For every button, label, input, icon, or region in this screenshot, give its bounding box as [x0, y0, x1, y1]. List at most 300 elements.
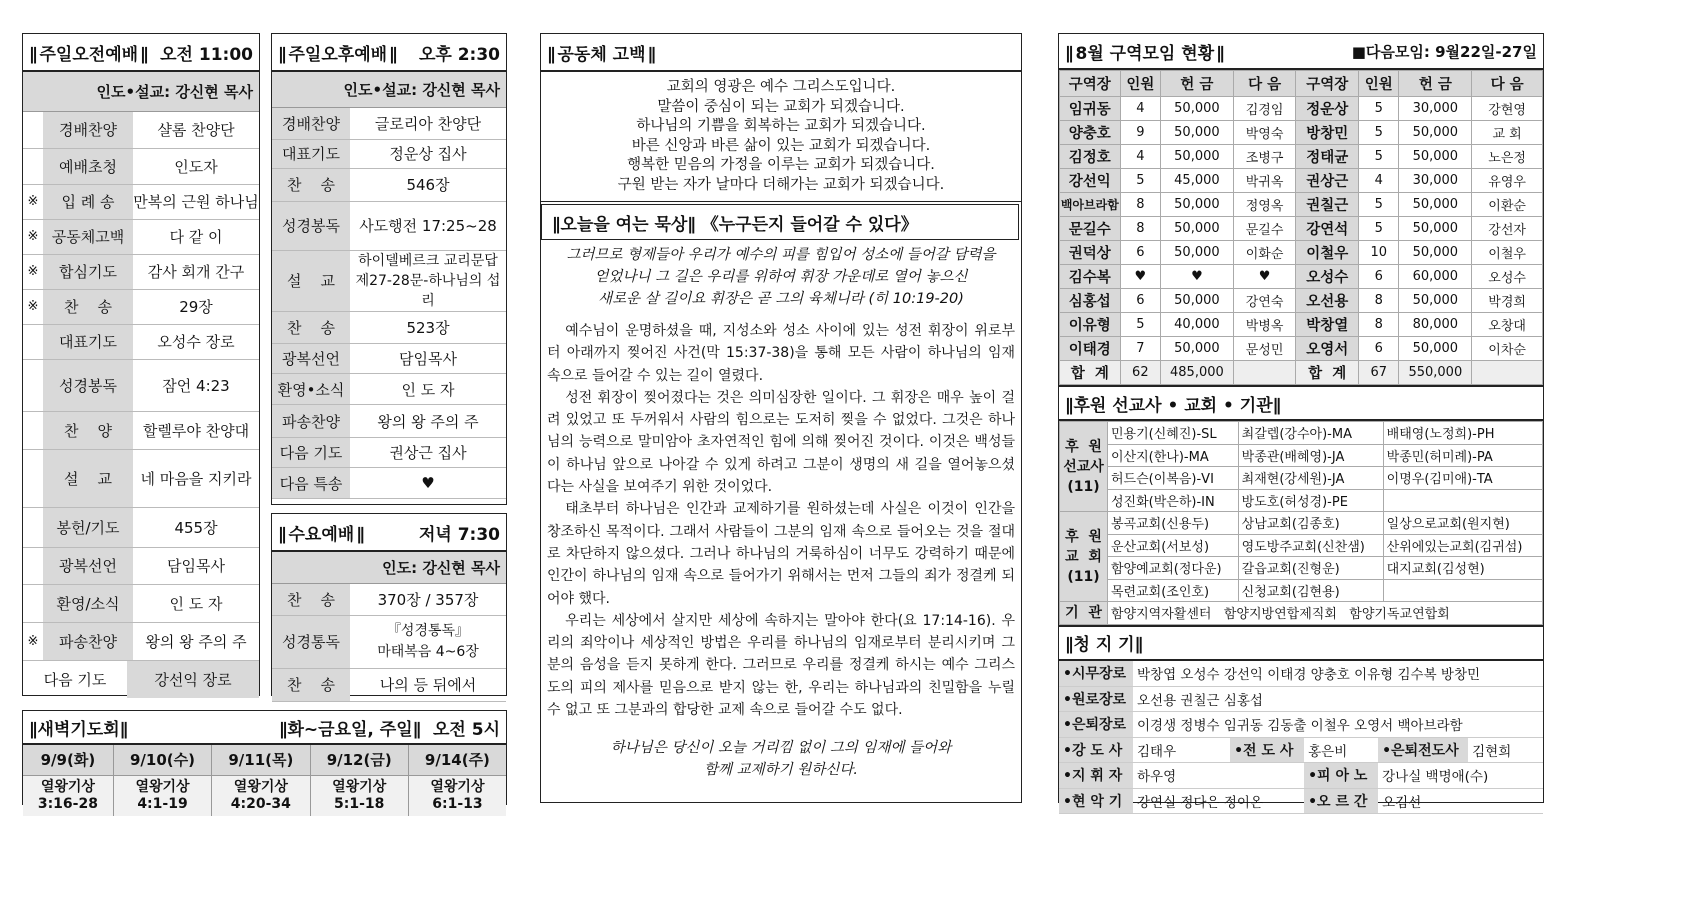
row-label: 찬 송 — [272, 312, 350, 344]
church-entry: 봉곡교회(신용두) — [1108, 512, 1239, 535]
row-value: 인도자 — [133, 148, 259, 184]
row-value-line: 글로리아 찬양단 — [374, 114, 482, 133]
morning-order-table — [23, 112, 259, 661]
morning-order-row — [23, 112, 259, 148]
row-value: 담임목사 — [133, 547, 259, 584]
row-label: 찬 양 — [43, 411, 133, 449]
dawn-ref: 4:1-19 — [137, 795, 188, 812]
row-value — [350, 405, 506, 438]
group-cell: 8 — [1359, 313, 1399, 337]
group-cell: 4 — [1120, 97, 1160, 121]
groups-total-cell: 62 — [1120, 361, 1160, 385]
missionary-row — [1060, 467, 1543, 490]
row-mark — [23, 411, 43, 449]
row-label: 경배찬양 — [43, 112, 133, 148]
dawn-ref: 6:1-13 — [432, 795, 483, 812]
church-entry: 대지교회(김성현) — [1383, 557, 1542, 580]
group-cell: 6 — [1359, 337, 1399, 361]
church-category — [1060, 512, 1108, 602]
church-row — [1060, 579, 1543, 602]
row-value-line: 370장 / 357장 — [377, 590, 479, 609]
confession-line: 교회의 영광은 예수 그리스도입니다. — [666, 79, 896, 95]
group-cell: 강현영 — [1472, 97, 1543, 121]
row-label: 설 교 — [43, 449, 133, 507]
row-value-line: ♥ — [421, 474, 435, 493]
morning-order-row — [23, 547, 259, 584]
morning-next-prayer — [23, 661, 259, 698]
morning-service-time: 오전 11:00 — [160, 44, 253, 65]
steward-role: •은퇴장로 — [1059, 712, 1133, 738]
morning-service-box — [22, 33, 260, 696]
row-mark — [23, 324, 43, 359]
dawn-ref: 4:20-34 — [230, 795, 291, 812]
groups-total-cell: 합 계 — [1060, 361, 1121, 385]
missionary-entry: 박종관(배혜영)-JA — [1238, 444, 1383, 467]
groups-total-cell — [1233, 361, 1296, 385]
meditation-title: ∥오늘을 여는 묵상∥ — [552, 214, 702, 235]
group-cell: 50,000 — [1161, 145, 1234, 169]
church-row — [1060, 534, 1543, 557]
afternoon-order-row — [272, 405, 506, 438]
groups-row — [1060, 121, 1543, 145]
steward-row — [1059, 661, 1543, 687]
staff-role: •현 악 기 — [1059, 788, 1133, 814]
missionary-entry: 민용기(신혜진)-SL — [1108, 422, 1239, 445]
church-entry: 함양예교회(정다운) — [1108, 557, 1239, 580]
group-cell: 50,000 — [1161, 289, 1234, 313]
steward-role: •원로장로 — [1059, 686, 1133, 712]
wednesday-order-row — [272, 615, 506, 668]
row-label: 찬 송 — [272, 668, 350, 701]
groups-total-cell: 67 — [1359, 361, 1399, 385]
dawn-prayer-title-text: 새벽기도회 — [37, 719, 120, 740]
groups-total-cell: 550,000 — [1399, 361, 1472, 385]
group-cell: 50,000 — [1399, 145, 1472, 169]
group-cell: 5 — [1359, 97, 1399, 121]
row-label: 예배초청 — [43, 148, 133, 184]
row-mark — [23, 449, 43, 507]
row-value — [350, 668, 506, 701]
groups-col-header: 인원 — [1120, 71, 1160, 97]
missionary-entry: 최재현(강세원)-JA — [1238, 467, 1383, 490]
groups-col-header: 구역장 — [1296, 71, 1359, 97]
morning-order-row — [23, 184, 259, 219]
sponsors-title: ∥후원 선교사 • 교회 • 기관∥ — [1065, 395, 1282, 416]
afternoon-service-box — [271, 33, 507, 505]
meditation-paragraph: 예수님이 운명하셨을 때, 지성소와 성소 사이에 있는 성전 휘장이 위로부터 아래까지 찢어진 사건(막 15:37-38)을 통해 모든 사람이 하나님의 임재 속으로 들어갈 수 있는 길이 열렸다. — [547, 323, 1015, 384]
dawn-book: 열왕기상 — [233, 778, 288, 795]
group-cell: 박영숙 — [1233, 121, 1296, 145]
row-value — [350, 468, 506, 499]
meditation-body — [541, 320, 1021, 721]
dawn-book: 열왕기상 — [135, 778, 190, 795]
group-leader: 방창민 — [1296, 121, 1359, 145]
stewards-table — [1059, 661, 1543, 815]
group-cell: 50,000 — [1161, 193, 1234, 217]
row-label: 파송찬양 — [272, 405, 350, 438]
dawn-prayer-box — [22, 710, 507, 812]
row-mark: ※ — [23, 184, 43, 219]
stewards-title: ∥청 지 기∥ — [1065, 635, 1144, 655]
group-leader: 백아브라함 — [1060, 193, 1121, 217]
row-value-line: 인 도 자 — [401, 380, 455, 399]
row-label: 성경봉독 — [43, 359, 133, 411]
group-cell: 50,000 — [1161, 121, 1234, 145]
church-category-line: 교 회 — [1065, 548, 1102, 565]
missionary-category-line: 후 원 — [1065, 438, 1102, 455]
dawn-prayer-schedule: ∥화~금요일, 주일∥ 오전 5시 — [278, 719, 500, 740]
confession-line: 바른 신앙과 바른 삶이 있는 교회가 되겠습니다. — [631, 137, 931, 154]
afternoon-order-row — [272, 250, 506, 312]
group-cell: 문성민 — [1233, 337, 1296, 361]
groups-header — [1059, 34, 1543, 70]
row-value-line: 하이델베르크 교리문답 — [358, 252, 498, 269]
row-label: 봉헌/기도 — [43, 507, 133, 547]
meditation-paragraph: 태초부터 하나님은 인간과 교제하기를 원하셨는데 사실은 이것이 인간을 창조하신 목적이다. 그래서 사람들이 그분의 임재 속으로 들어오는 것을 절대로 차단하지 않으셨다. 그러나 하나님의 거룩하심이 너무도 강력하기 때문에 인간이 하나님의 임재 속으로 들어가기 위해서는 먼저 그들의 죄가 정결케 되어야 했다. — [547, 501, 1015, 607]
dawn-book: 열왕기상 — [332, 778, 387, 795]
groups-col-header: 구역장 — [1060, 71, 1121, 97]
group-cell: 이화순 — [1233, 241, 1296, 265]
group-leader: 임귀동 — [1060, 97, 1121, 121]
staff-name: 김현희 — [1468, 737, 1543, 763]
afternoon-order-row — [272, 139, 506, 168]
church-entry: 운산교회(서보성) — [1108, 534, 1239, 557]
closing-line: 함께 교제하기 원하신다. — [704, 762, 858, 779]
church-entry: 산위에있는교회(김귀섬) — [1383, 534, 1542, 557]
staff-name: 오김선 — [1378, 788, 1543, 814]
morning-order-row — [23, 254, 259, 289]
groups-row — [1060, 217, 1543, 241]
group-cell: 노은정 — [1472, 145, 1543, 169]
row-label: 찬 송 — [43, 289, 133, 324]
row-label: 환영•소식 — [272, 374, 350, 405]
group-leader: 오성수 — [1296, 265, 1359, 289]
meditation-closing — [541, 737, 1021, 781]
church-row — [1060, 512, 1543, 535]
group-cell: 40,000 — [1161, 313, 1234, 337]
group-cell: 이철우 — [1472, 241, 1543, 265]
group-cell: 오성수 — [1472, 265, 1543, 289]
groups-total-row — [1060, 361, 1543, 385]
group-cell: 50,000 — [1161, 337, 1234, 361]
group-cell: 교 회 — [1472, 121, 1543, 145]
stewards-title-text: 청 지 기 — [1073, 635, 1135, 655]
groups-total-cell: 485,000 — [1161, 361, 1234, 385]
groups-col-header: 다 음 — [1233, 71, 1296, 97]
groups-row — [1060, 337, 1543, 361]
group-leader: 권칠근 — [1296, 193, 1359, 217]
group-cell: 50,000 — [1399, 121, 1472, 145]
group-leader: 강선익 — [1060, 169, 1121, 193]
row-value: 할렐루야 찬양대 — [133, 411, 259, 449]
row-mark: ※ — [23, 254, 43, 289]
missionary-entry: 성진화(박은하)-IN — [1108, 489, 1239, 512]
morning-order-row — [23, 449, 259, 507]
staff-row — [1059, 788, 1543, 814]
group-cell: 10 — [1359, 241, 1399, 265]
group-leader: 김수복 — [1060, 265, 1121, 289]
groups-header-row — [1060, 71, 1543, 97]
staff-row — [1059, 763, 1543, 789]
morning-order-row — [23, 289, 259, 324]
group-cell: 김경임 — [1233, 97, 1296, 121]
row-value-line: 546장 — [406, 176, 450, 194]
row-label: 합심기도 — [43, 254, 133, 289]
group-leader: 강연석 — [1296, 217, 1359, 241]
row-value-line: 마태복음 4~6장 — [377, 643, 479, 660]
group-cell: 50,000 — [1399, 217, 1472, 241]
confession-header — [541, 34, 1021, 72]
row-label: 다음 특송 — [272, 468, 350, 499]
morning-order-row — [23, 359, 259, 411]
org-category: 기 관 — [1060, 602, 1108, 625]
dawn-ref: 3:16-28 — [37, 795, 98, 812]
church-category-line: 후 원 — [1065, 528, 1102, 545]
row-value — [350, 201, 506, 250]
group-leader: 문길수 — [1060, 217, 1121, 241]
group-leader: 양충호 — [1060, 121, 1121, 145]
row-mark — [23, 547, 43, 584]
groups-col-header: 다 음 — [1472, 71, 1543, 97]
morning-order-row — [23, 219, 259, 254]
group-cell: 박병옥 — [1233, 313, 1296, 337]
morning-order-row — [23, 324, 259, 359]
groups-title: ∥ 8월 구역모임 현황 ∥ — [1065, 39, 1225, 64]
missionary-entry: 방도호(허성경)-PE — [1238, 489, 1383, 512]
morning-next-value: 강선익 장로 — [127, 661, 259, 698]
group-cell: 5 — [1120, 169, 1160, 193]
group-cell: 8 — [1359, 289, 1399, 313]
row-label: 찬 송 — [272, 168, 350, 201]
missionary-category-line: 선교사 — [1063, 458, 1104, 475]
group-cell: 50,000 — [1399, 241, 1472, 265]
group-leader: 이태경 — [1060, 337, 1121, 361]
row-value — [350, 139, 506, 168]
staff-role: •피 아 노 — [1304, 763, 1378, 789]
group-leader: 김정호 — [1060, 145, 1121, 169]
dawn-prayer-days: 화~금요일, 주일 — [287, 719, 413, 740]
org-row — [1060, 602, 1543, 625]
afternoon-order-row — [272, 438, 506, 468]
group-cell: 9 — [1120, 121, 1160, 145]
row-value — [350, 344, 506, 374]
row-label: 설 교 — [272, 250, 350, 312]
group-leader: 이철우 — [1296, 241, 1359, 265]
group-cell: 7 — [1120, 337, 1160, 361]
meditation-header — [541, 204, 1019, 240]
staff-role: •오 르 간 — [1304, 788, 1378, 814]
dawn-date: 9/9(화) — [23, 745, 113, 775]
afternoon-order-row — [272, 344, 506, 374]
wednesday-service-title: ∥ 수요예배 ∥ — [278, 520, 365, 545]
wednesday-service-box — [271, 513, 507, 696]
row-value-line: 523장 — [406, 319, 450, 338]
missionary-entry: 허드슨(이복음)-VI — [1108, 467, 1239, 490]
group-cell: 강연숙 — [1233, 289, 1296, 313]
group-leader: 권상근 — [1296, 169, 1359, 193]
missionary-row — [1060, 444, 1543, 467]
groups-row — [1060, 145, 1543, 169]
groups-row — [1060, 169, 1543, 193]
group-cell: 조병구 — [1233, 145, 1296, 169]
group-cell: 8 — [1120, 193, 1160, 217]
row-label: 입 례 송 — [43, 184, 133, 219]
group-cell: 박경희 — [1472, 289, 1543, 313]
staff-name: 강연실 정다은 정이온 — [1133, 788, 1304, 814]
confession-line: 구원 받는 자가 날마다 더해가는 교회가 되겠습니다. — [617, 176, 945, 193]
row-label: 성경통독 — [272, 615, 350, 668]
groups-table — [1059, 70, 1543, 385]
group-cell: 정영옥 — [1233, 193, 1296, 217]
dawn-reading — [212, 775, 310, 816]
group-leader: 오선용 — [1296, 289, 1359, 313]
morning-order-row — [23, 411, 259, 449]
org-list: 함양지역자활센터 함양지방연합제직회 함양기독교연합회 — [1108, 602, 1543, 625]
row-value — [350, 108, 506, 139]
group-cell: 30,000 — [1399, 169, 1472, 193]
groups-row — [1060, 241, 1543, 265]
row-value — [350, 584, 506, 615]
staff-name: 홍은비 — [1304, 737, 1378, 763]
church-entry — [1383, 579, 1542, 602]
row-value-line: 권상근 집사 — [389, 444, 467, 463]
group-leader: 이유형 — [1060, 313, 1121, 337]
steward-names: 이경생 정병수 임귀동 김동출 이철우 오영서 백아브라함 — [1133, 712, 1543, 738]
row-value — [350, 374, 506, 405]
steward-role: •시무장로 — [1059, 661, 1133, 687]
sponsors-table — [1059, 421, 1543, 625]
steward-names: 오선용 권칠근 심홍섭 — [1133, 686, 1543, 712]
row-value-line: 담임목사 — [399, 350, 457, 369]
church-entry: 영도방주교회(신찬샘) — [1238, 534, 1383, 557]
morning-next-label: 다음 기도 — [43, 670, 107, 689]
row-value-line: 정운상 집사 — [389, 145, 467, 163]
right-column — [1058, 33, 1544, 811]
sponsors-title-text: 후원 선교사 • 교회 • 기관 — [1073, 395, 1273, 416]
wednesday-order-row — [272, 668, 506, 701]
row-label: 대표기도 — [43, 324, 133, 359]
afternoon-service-leader: 인도•설교: 강신현 목사 — [272, 72, 506, 108]
row-mark: ※ — [23, 622, 43, 660]
afternoon-order-row — [272, 168, 506, 201]
group-cell: 박귀옥 — [1233, 169, 1296, 193]
groups-total-cell — [1472, 361, 1543, 385]
afternoon-order-row — [272, 468, 506, 499]
groups-row — [1060, 97, 1543, 121]
missionary-entry: 이명우(김미애)-TA — [1383, 467, 1542, 490]
row-mark: ※ — [23, 289, 43, 324]
meditation-subtitle: 《누구든지 들어갈 수 있다》 — [701, 214, 918, 235]
row-label: 찬 송 — [272, 584, 350, 615]
confession-line: 말씀이 중심이 되는 교회가 되겠습니다. — [657, 98, 905, 115]
morning-order-row — [23, 507, 259, 547]
group-cell: 50,000 — [1399, 337, 1472, 361]
confession-text — [541, 72, 1021, 202]
confession-title: ∥ 공동체 고백 ∥ — [547, 40, 656, 65]
group-leader: 박창열 — [1296, 313, 1359, 337]
group-cell: 6 — [1120, 289, 1160, 313]
dawn-reading — [113, 775, 211, 816]
afternoon-service-time: 오후 2:30 — [418, 44, 500, 65]
afternoon-order-table — [272, 108, 506, 499]
row-mark — [23, 507, 43, 547]
row-label: 공동체고백 — [43, 219, 133, 254]
steward-row — [1059, 712, 1543, 738]
meditation-title-text: 오늘을 여는 묵상 — [560, 214, 688, 235]
row-mark — [23, 359, 43, 411]
group-leader: 오영서 — [1296, 337, 1359, 361]
row-value-line: 『성경통독』 — [386, 623, 470, 640]
groups-row — [1060, 289, 1543, 313]
row-value-line: 나의 등 뒤에서 — [379, 676, 477, 694]
row-value: 잠언 4:23 — [133, 359, 259, 411]
row-value: 감사 회개 간구 — [133, 254, 259, 289]
groups-col-header: 인원 — [1359, 71, 1399, 97]
row-value-line: 제27-28문-하나님의 섭리 — [355, 272, 501, 310]
row-value: 455장 — [133, 507, 259, 547]
group-cell: ♥ — [1161, 265, 1234, 289]
dawn-reading-row — [23, 775, 506, 816]
afternoon-order-row — [272, 201, 506, 250]
morning-order-row — [23, 584, 259, 622]
steward-names: 박창엽 오성수 강선익 이태경 양충호 이유형 김수복 방창민 — [1133, 661, 1543, 687]
group-cell: ♥ — [1233, 265, 1296, 289]
group-leader: 권덕상 — [1060, 241, 1121, 265]
group-cell: 오창대 — [1472, 313, 1543, 337]
row-mark: ※ — [23, 219, 43, 254]
group-leader: 정운상 — [1296, 97, 1359, 121]
afternoon-order-row — [272, 108, 506, 139]
afternoon-service-title: ∥ 주일오후예배 ∥ — [278, 40, 398, 65]
groups-row — [1060, 313, 1543, 337]
church-entry: 신청교회(김현용) — [1238, 579, 1383, 602]
row-value — [350, 168, 506, 201]
missionary-row — [1060, 422, 1543, 445]
group-cell: 5 — [1359, 193, 1399, 217]
dawn-date: 9/10(수) — [113, 745, 211, 775]
staff-row — [1059, 737, 1543, 763]
church-entry: 목련교회(조인호) — [1108, 579, 1239, 602]
groups-col-header: 헌 금 — [1161, 71, 1234, 97]
meditation-paragraph: 성전 휘장이 찢어졌다는 것은 의미심장한 일이다. 그 휘장은 매우 높이 걸려 있었고 또 두꺼워서 사람의 힘으로는 도저히 찢을 수 없었다. 그것은 하나님의 능력으로 말미암아 초자연적인 힘에 의해 찢어진 것이다. 이것은 백성들이 하나님 앞으로 나아갈 수 있게 하려고 그분이 생명의 새 길을 열어놓으셨다는 사실을 보여주기 위한 것이었다. — [547, 389, 1015, 496]
dawn-prayer-title: ∥새벽기도회∥ — [29, 719, 129, 740]
group-cell: 50,000 — [1161, 241, 1234, 265]
church-entry: 상남교회(김종호) — [1238, 512, 1383, 535]
dawn-reading — [408, 775, 506, 816]
group-leader: 심홍섭 — [1060, 289, 1121, 313]
row-label: 대표기도 — [272, 139, 350, 168]
morning-order-row — [23, 622, 259, 660]
row-label: 광복선언 — [272, 344, 350, 374]
morning-service-header — [23, 34, 259, 72]
row-value: 네 마음을 지키라 — [133, 449, 259, 507]
groups-col-header: 헌 금 — [1399, 71, 1472, 97]
row-value — [350, 250, 506, 312]
group-cell: 이환순 — [1472, 193, 1543, 217]
group-cell: 30,000 — [1399, 97, 1472, 121]
group-cell: 45,000 — [1161, 169, 1234, 193]
row-value: 29장 — [133, 289, 259, 324]
group-cell: 5 — [1359, 217, 1399, 241]
missionary-entry — [1383, 489, 1542, 512]
row-value: 만복의 근원 하나님 — [133, 184, 259, 219]
meditation-column — [540, 33, 1022, 803]
confession-line: 행복한 믿음의 가정을 이루는 교회가 되겠습니다. — [627, 157, 935, 173]
group-cell: 50,000 — [1399, 289, 1472, 313]
afternoon-order-row — [272, 312, 506, 344]
group-cell: 50,000 — [1399, 193, 1472, 217]
row-value-line: 사도행전 17:25~28 — [359, 217, 497, 235]
